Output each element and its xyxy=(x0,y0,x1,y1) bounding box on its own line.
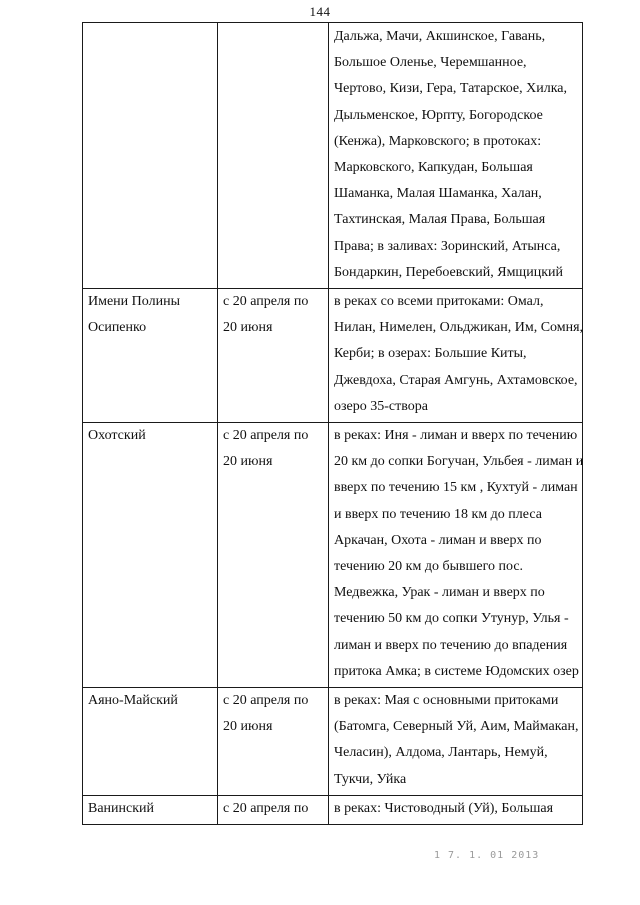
fishing-restrictions-table xyxy=(82,22,583,825)
district-cell xyxy=(83,23,218,289)
district-name: Аяно-Майский xyxy=(88,693,178,709)
period-text: с 20 апреля по 20 июня xyxy=(223,693,309,735)
waters-line: Марковского, Капкудан, Большая xyxy=(334,160,533,176)
table-row xyxy=(83,289,583,423)
period-text: с 20 апреля по xyxy=(223,800,309,816)
waters-line: лиман и вверх по течению до впадения xyxy=(334,637,568,653)
waters-line: Джевдоха, Старая Амгунь, Ахтамовское, xyxy=(334,372,578,388)
waters-cell xyxy=(329,289,583,423)
table-row xyxy=(83,795,583,824)
waters-cell xyxy=(329,23,583,289)
waters-line: вверх по течению 15 км , Кухтуй - лиман xyxy=(334,480,578,496)
waters-line: Тахтинская, Малая Права, Большая xyxy=(334,212,546,228)
period-text: с 20 апреля по 20 июня xyxy=(223,428,309,470)
waters-line: озеро 35-створа xyxy=(334,398,428,414)
district-name: Имени Полины Осипенко xyxy=(88,294,180,336)
table-row xyxy=(83,688,583,796)
waters-line: Челасин), Алдома, Лантарь, Немуй, xyxy=(334,745,548,761)
waters-line: в реках: Чистоводный (Уй), Большая xyxy=(334,800,554,816)
district-cell xyxy=(83,289,218,423)
waters-line: Чертово, Кизи, Гера, Татарское, Хилка, xyxy=(334,81,568,97)
district-name: Ванинский xyxy=(88,800,155,816)
table-row xyxy=(83,23,583,289)
table-row xyxy=(83,423,583,688)
waters-line: в реках: Мая с основными притоками xyxy=(334,693,559,709)
waters-line: Большое Оленье, Черемшанное, xyxy=(334,55,527,71)
waters-line: (Кенжа), Марковского; в протоках: xyxy=(334,133,542,149)
waters-line: (Батомга, Северный Уй, Аим, Маймакан, xyxy=(334,719,579,735)
waters-line: Аркачан, Охота - лиман и вверх по xyxy=(334,532,542,548)
waters-line: Шаманка, Малая Шаманка, Халан, xyxy=(334,186,542,202)
page-number: 144 xyxy=(309,4,331,19)
period-cell xyxy=(218,23,329,289)
waters-line: Права; в заливах: Зоринский, Атынса, xyxy=(334,238,561,254)
footer-stamp: 1 7. 1. 01 2013 xyxy=(434,850,540,861)
period-text: с 20 апреля по 20 июня xyxy=(223,294,309,336)
district-name: Охотский xyxy=(88,428,146,444)
waters-line: Нилан, Нимелен, Ольджикан, Им, Сомня, xyxy=(334,320,584,336)
district-cell xyxy=(83,688,218,796)
district-cell xyxy=(83,423,218,688)
period-cell xyxy=(218,795,329,824)
period-cell xyxy=(218,688,329,796)
waters-line: течению 50 км до сопки Утунур, Улья - xyxy=(334,611,569,627)
waters-cell xyxy=(329,423,583,688)
waters-line: Дальжа, Мачи, Акшинское, Гавань, xyxy=(334,29,546,44)
waters-cell xyxy=(329,795,583,824)
waters-line: Дыльменское, Юрпту, Богородское xyxy=(334,107,543,123)
waters-line: в реках со всеми притоками: Омал, xyxy=(334,294,544,310)
waters-line: течению 20 км до бывшего пос. xyxy=(334,559,524,575)
period-cell xyxy=(218,423,329,688)
waters-line: Тукчи, Уйка xyxy=(334,771,407,787)
waters-line: Медвежка, Урак - лиман и вверх по xyxy=(334,585,545,601)
waters-line: 20 км до сопки Богучан, Ульбея - лиман и xyxy=(334,454,584,470)
waters-cell xyxy=(329,688,583,796)
waters-line: и вверх по течению 18 км до плеса xyxy=(334,506,542,522)
waters-line: Керби; в озерах: Большие Киты, xyxy=(334,346,527,362)
period-cell xyxy=(218,289,329,423)
waters-line: притока Амка; в системе Юдомских озер xyxy=(334,663,579,679)
waters-line: Бондаркин, Перебоевский, Ямщицкий xyxy=(334,264,563,280)
waters-line: в реках: Иня - лиман и вверх по течению xyxy=(334,428,578,444)
district-cell xyxy=(83,795,218,824)
